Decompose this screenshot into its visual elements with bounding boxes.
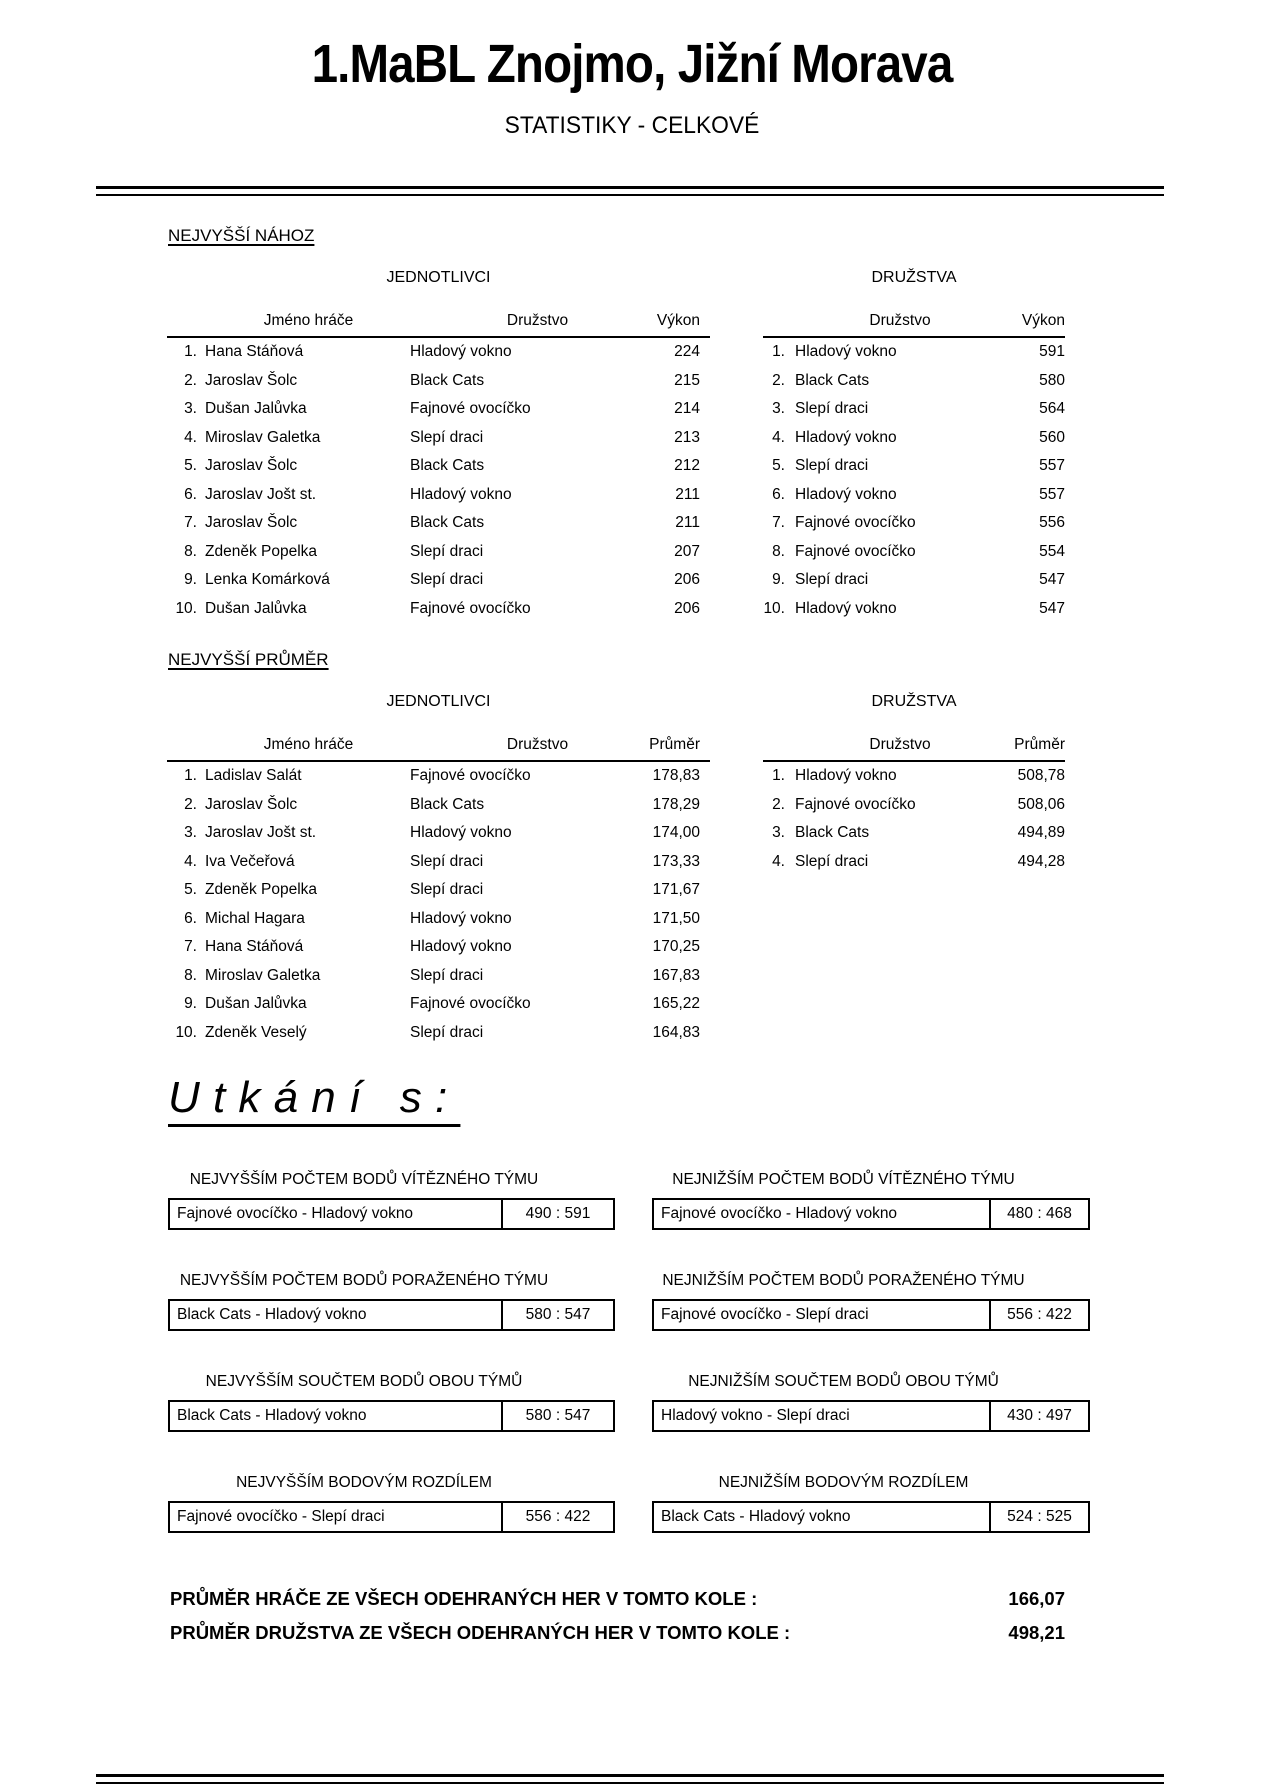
player-team: Fajnové ovocíčko: [410, 995, 531, 1013]
team-name: Slepí draci: [795, 571, 869, 589]
stat-box-label: NEJNIŽŠÍM POČTEM BODŮ PORAŽENÉHO TÝMU: [662, 1272, 1025, 1289]
col-header-team: Družstvo: [506, 736, 569, 753]
player-value: 171,67: [652, 881, 700, 899]
stat-box: [168, 1198, 615, 1230]
stat-box: [168, 1501, 615, 1533]
page-title: 1.MaBL Znojmo, Jižní Morava: [311, 34, 953, 94]
table-header-row: [167, 736, 710, 762]
player-name: Jaroslav Šolc: [205, 514, 298, 532]
team-rank: 8.: [772, 542, 785, 560]
team-name: Hladový vokno: [795, 485, 897, 503]
matches-heading: Utkání s:: [168, 1073, 461, 1122]
team-name: Hladový vokno: [795, 428, 897, 446]
stat-box-label: NEJNIŽŠÍM SOUČTEM BODŮ OBOU TÝMŮ: [688, 1373, 999, 1390]
summary-team-average-label: PRŮMĚR DRUŽSTVA ZE VŠECH ODEHRANÝCH HER V TOMTO KOLE :: [170, 1622, 791, 1643]
player-rank: 4.: [184, 852, 197, 870]
stat-box-highest-loser-points: [168, 1271, 615, 1331]
player-team: Slepí draci: [410, 1023, 484, 1041]
table-row: [167, 509, 710, 538]
table-header-row: [763, 312, 1065, 338]
table-row: [167, 819, 710, 848]
player-value: 173,33: [652, 852, 700, 870]
player-rank: 4.: [184, 428, 197, 446]
table-title: DRUŽSTVA: [871, 693, 957, 710]
table-row: [167, 338, 710, 367]
player-value: 174,00: [652, 824, 700, 842]
col-header-player-name: Jméno hráče: [263, 312, 354, 329]
player-rank: 1.: [184, 767, 197, 785]
match-teams: Hladový vokno - Slepí draci: [661, 1407, 850, 1424]
team-rank: 3.: [772, 824, 785, 842]
table-row: [763, 367, 1065, 396]
team-rank: 2.: [772, 371, 785, 389]
player-value: 164,83: [652, 1023, 700, 1041]
match-teams: Fajnové ovocíčko - Slepí draci: [661, 1306, 869, 1323]
player-value: 206: [674, 599, 700, 617]
table-row: [167, 933, 710, 962]
table-row: [167, 367, 710, 396]
section-heading-highest-game: NEJVYŠŠÍ NÁHOZ: [168, 226, 315, 245]
player-name: Lenka Komárková: [205, 571, 330, 589]
team-value: 494,89: [1017, 824, 1065, 842]
table-title: DRUŽSTVA: [871, 269, 957, 286]
col-header-player-name: Jméno hráče: [263, 736, 354, 753]
table-row: [763, 338, 1065, 367]
team-rank: 9.: [772, 571, 785, 589]
player-value: 178,29: [652, 795, 700, 813]
col-header-team: Družstvo: [869, 312, 931, 329]
team-name: Black Cats: [795, 371, 870, 389]
team-name: Fajnové ovocíčko: [795, 542, 916, 560]
player-name: Miroslav Galetka: [205, 428, 321, 446]
player-name: Zdeněk Popelka: [205, 881, 318, 899]
table-rows: [763, 338, 1065, 623]
match-teams: Fajnové ovocíčko - Slepí draci: [177, 1508, 385, 1525]
page-subtitle: STATISTIKY - CELKOVÉ: [504, 112, 760, 139]
team-rank: 1.: [772, 343, 785, 361]
player-name: Dušan Jalůvka: [205, 400, 307, 418]
stat-box: [652, 1299, 1090, 1331]
player-value: 178,83: [652, 767, 700, 785]
stat-box-highest-total-points: [168, 1372, 615, 1432]
table-row: [763, 595, 1065, 624]
player-team: Fajnové ovocíčko: [410, 767, 531, 785]
player-rank: 6.: [184, 909, 197, 927]
team-value: 547: [1039, 571, 1065, 589]
table-row: [167, 481, 710, 510]
stat-box: [168, 1299, 615, 1331]
table-highest-average-teams: [763, 692, 1065, 876]
table-row: [167, 566, 710, 595]
player-team: Slepí draci: [410, 852, 484, 870]
player-team: Hladový vokno: [410, 485, 512, 503]
player-value: 211: [675, 514, 700, 532]
team-rank: 7.: [772, 514, 785, 532]
table-row: [167, 395, 710, 424]
team-value: 560: [1039, 428, 1065, 446]
stat-box: [168, 1400, 615, 1432]
player-rank: 10.: [175, 599, 197, 617]
match-score: 480 : 468: [989, 1200, 1088, 1228]
section-heading-highest-average: NEJVYŠŠÍ PRŮMĚR: [168, 650, 329, 669]
table-row: [167, 452, 710, 481]
player-team: Fajnové ovocíčko: [410, 400, 531, 418]
player-value: 224: [674, 343, 700, 361]
player-team: Black Cats: [410, 514, 485, 532]
player-value: 212: [674, 457, 700, 475]
player-value: 207: [674, 542, 700, 560]
player-name: Hana Stáňová: [205, 938, 304, 956]
team-value: 580: [1039, 371, 1065, 389]
team-value: 591: [1039, 343, 1065, 361]
team-value: 564: [1039, 400, 1065, 418]
team-value: 508,06: [1017, 795, 1065, 813]
player-team: Slepí draci: [410, 881, 484, 899]
team-rank: 6.: [772, 485, 785, 503]
player-rank: 8.: [184, 542, 197, 560]
team-name: Black Cats: [795, 824, 870, 842]
player-team: Hladový vokno: [410, 824, 512, 842]
team-name: Slepí draci: [795, 457, 869, 475]
player-rank: 1.: [184, 343, 197, 361]
table-row: [763, 848, 1065, 877]
stat-box-label: NEJVYŠŠÍM POČTEM BODŮ PORAŽENÉHO TÝMU: [179, 1272, 549, 1289]
table-highest-average-individuals: [167, 692, 710, 1047]
team-value: 557: [1039, 485, 1065, 503]
player-name: Zdeněk Veselý: [205, 1023, 307, 1041]
player-rank: 2.: [184, 795, 197, 813]
player-value: 215: [674, 371, 700, 389]
table-row: [167, 1019, 710, 1048]
stat-box: [652, 1198, 1090, 1230]
col-header-value: Průměr: [649, 736, 700, 753]
player-rank: 10.: [175, 1023, 197, 1041]
team-name: Fajnové ovocíčko: [795, 795, 916, 813]
match-score: 556 : 422: [501, 1503, 613, 1531]
table-row: [763, 819, 1065, 848]
team-value: 547: [1039, 599, 1065, 617]
stat-box-label: NEJVYŠŠÍM POČTEM BODŮ VÍTĚZNÉHO TÝMU: [189, 1171, 539, 1188]
table-row: [763, 791, 1065, 820]
player-team: Hladový vokno: [410, 909, 512, 927]
player-value: 171,50: [652, 909, 700, 927]
player-value: 213: [674, 428, 700, 446]
table-rows: [167, 762, 710, 1047]
stat-box-label: NEJVYŠŠÍM SOUČTEM BODŮ OBOU TÝMŮ: [205, 1373, 523, 1390]
team-rank: 4.: [772, 852, 785, 870]
team-name: Hladový vokno: [795, 343, 897, 361]
table-row: [763, 762, 1065, 791]
player-rank: 9.: [184, 571, 197, 589]
match-score: 524 : 525: [989, 1503, 1088, 1531]
stat-box-label: NEJVYŠŠÍM BODOVÝM ROZDÍLEM: [236, 1474, 492, 1491]
table-row: [167, 905, 710, 934]
player-rank: 9.: [184, 995, 197, 1013]
player-name: Ladislav Salát: [205, 767, 302, 785]
stat-box: [652, 1400, 1090, 1432]
top-rule: [96, 186, 1164, 196]
team-rank: 2.: [772, 795, 785, 813]
player-team: Hladový vokno: [410, 343, 512, 361]
player-name: Jaroslav Jošt st.: [205, 485, 317, 503]
table-row: [167, 876, 710, 905]
match-teams: Black Cats - Hladový vokno: [177, 1306, 367, 1323]
table-header-row: [763, 736, 1065, 762]
player-name: Jaroslav Šolc: [205, 371, 298, 389]
table-row: [763, 452, 1065, 481]
team-rank: 4.: [772, 428, 785, 446]
stat-box-lowest-winner-points: [652, 1170, 1090, 1230]
match-score: 556 : 422: [989, 1301, 1088, 1329]
table-row: [763, 538, 1065, 567]
player-rank: 5.: [184, 457, 197, 475]
team-rank: 5.: [772, 457, 785, 475]
col-header-value: Průměr: [1014, 736, 1065, 753]
col-header-team: Družstvo: [869, 736, 931, 753]
player-name: Miroslav Galetka: [205, 966, 321, 984]
player-value: 167,83: [652, 966, 700, 984]
table-row: [763, 566, 1065, 595]
stat-box-label: NEJNIŽŠÍM BODOVÝM ROZDÍLEM: [718, 1474, 969, 1491]
player-rank: 7.: [184, 938, 197, 956]
team-value: 494,28: [1017, 852, 1065, 870]
team-name: Slepí draci: [795, 400, 869, 418]
player-rank: 5.: [184, 881, 197, 899]
summary-player-average-value: 166,07: [1008, 1588, 1065, 1609]
team-rank: 3.: [772, 400, 785, 418]
match-score: 580 : 547: [501, 1402, 613, 1430]
match-teams: Fajnové ovocíčko - Hladový vokno: [661, 1205, 898, 1222]
player-name: Hana Stáňová: [205, 343, 304, 361]
table-row: [167, 424, 710, 453]
player-name: Iva Večeřová: [205, 852, 295, 870]
player-name: Jaroslav Jošt st.: [205, 824, 317, 842]
table-row: [763, 509, 1065, 538]
match-score: 580 : 547: [501, 1301, 613, 1329]
match-teams: Black Cats - Hladový vokno: [661, 1508, 851, 1525]
table-row: [167, 962, 710, 991]
table-row: [167, 791, 710, 820]
table-title: JEDNOTLIVCI: [386, 269, 491, 286]
player-value: 211: [675, 485, 700, 503]
team-rank: 10.: [763, 599, 785, 617]
summary-player-average-label: PRŮMĚR HRÁČE ZE VŠECH ODEHRANÝCH HER V TOMTO KOLE :: [170, 1588, 758, 1609]
player-rank: 6.: [184, 485, 197, 503]
team-name: Hladový vokno: [795, 599, 897, 617]
bottom-rule: [96, 1774, 1164, 1784]
player-value: 206: [674, 571, 700, 589]
player-name: Jaroslav Šolc: [205, 795, 298, 813]
player-rank: 3.: [184, 824, 197, 842]
player-team: Fajnové ovocíčko: [410, 599, 531, 617]
stat-box-label: NEJNIŽŠÍM POČTEM BODŮ VÍTĚZNÉHO TÝMU: [672, 1171, 1015, 1188]
col-header-team: Družstvo: [506, 312, 569, 329]
team-value: 556: [1039, 514, 1065, 532]
table-row: [167, 990, 710, 1019]
player-team: Slepí draci: [410, 428, 484, 446]
table-row: [167, 762, 710, 791]
col-header-value: Výkon: [656, 312, 700, 329]
player-rank: 3.: [184, 400, 197, 418]
match-score: 490 : 591: [501, 1200, 613, 1228]
table-title: JEDNOTLIVCI: [386, 693, 491, 710]
match-score: 430 : 497: [989, 1402, 1088, 1430]
team-value: 557: [1039, 457, 1065, 475]
stat-box-lowest-point-difference: [652, 1473, 1090, 1533]
player-team: Slepí draci: [410, 966, 484, 984]
stat-box-highest-point-difference: [168, 1473, 615, 1533]
table-row: [167, 538, 710, 567]
player-rank: 2.: [184, 371, 197, 389]
player-name: Zdeněk Popelka: [205, 542, 318, 560]
player-value: 170,25: [652, 938, 700, 956]
table-row: [167, 848, 710, 877]
stat-box-lowest-total-points: [652, 1372, 1090, 1432]
player-value: 165,22: [652, 995, 700, 1013]
table-header-row: [167, 312, 710, 338]
team-rank: 1.: [772, 767, 785, 785]
table-highest-game-individuals: [167, 268, 710, 623]
player-name: Michal Hagara: [205, 909, 305, 927]
table-row: [763, 424, 1065, 453]
team-value: 508,78: [1017, 767, 1065, 785]
player-rank: 7.: [184, 514, 197, 532]
table-rows: [763, 762, 1065, 876]
player-team: Hladový vokno: [410, 938, 512, 956]
player-name: Dušan Jalůvka: [205, 995, 307, 1013]
table-highest-game-teams: [763, 268, 1065, 623]
player-rank: 8.: [184, 966, 197, 984]
team-name: Hladový vokno: [795, 767, 897, 785]
player-team: Black Cats: [410, 371, 485, 389]
stat-box: [652, 1501, 1090, 1533]
summary-team-average-value: 498,21: [1008, 1622, 1065, 1643]
player-value: 214: [674, 400, 700, 418]
match-teams: Fajnové ovocíčko - Hladový vokno: [177, 1205, 414, 1222]
table-row: [763, 395, 1065, 424]
table-row: [763, 481, 1065, 510]
team-name: Fajnové ovocíčko: [795, 514, 916, 532]
table-rows: [167, 338, 710, 623]
player-name: Dušan Jalůvka: [205, 599, 307, 617]
player-name: Jaroslav Šolc: [205, 457, 298, 475]
player-team: Slepí draci: [410, 542, 484, 560]
player-team: Slepí draci: [410, 571, 484, 589]
player-team: Black Cats: [410, 795, 485, 813]
match-teams: Black Cats - Hladový vokno: [177, 1407, 367, 1424]
table-row: [167, 595, 710, 624]
col-header-value: Výkon: [1021, 312, 1065, 329]
stat-box-highest-winner-points: [168, 1170, 615, 1230]
stat-box-lowest-loser-points: [652, 1271, 1090, 1331]
team-value: 554: [1039, 542, 1065, 560]
player-team: Black Cats: [410, 457, 485, 475]
team-name: Slepí draci: [795, 852, 869, 870]
